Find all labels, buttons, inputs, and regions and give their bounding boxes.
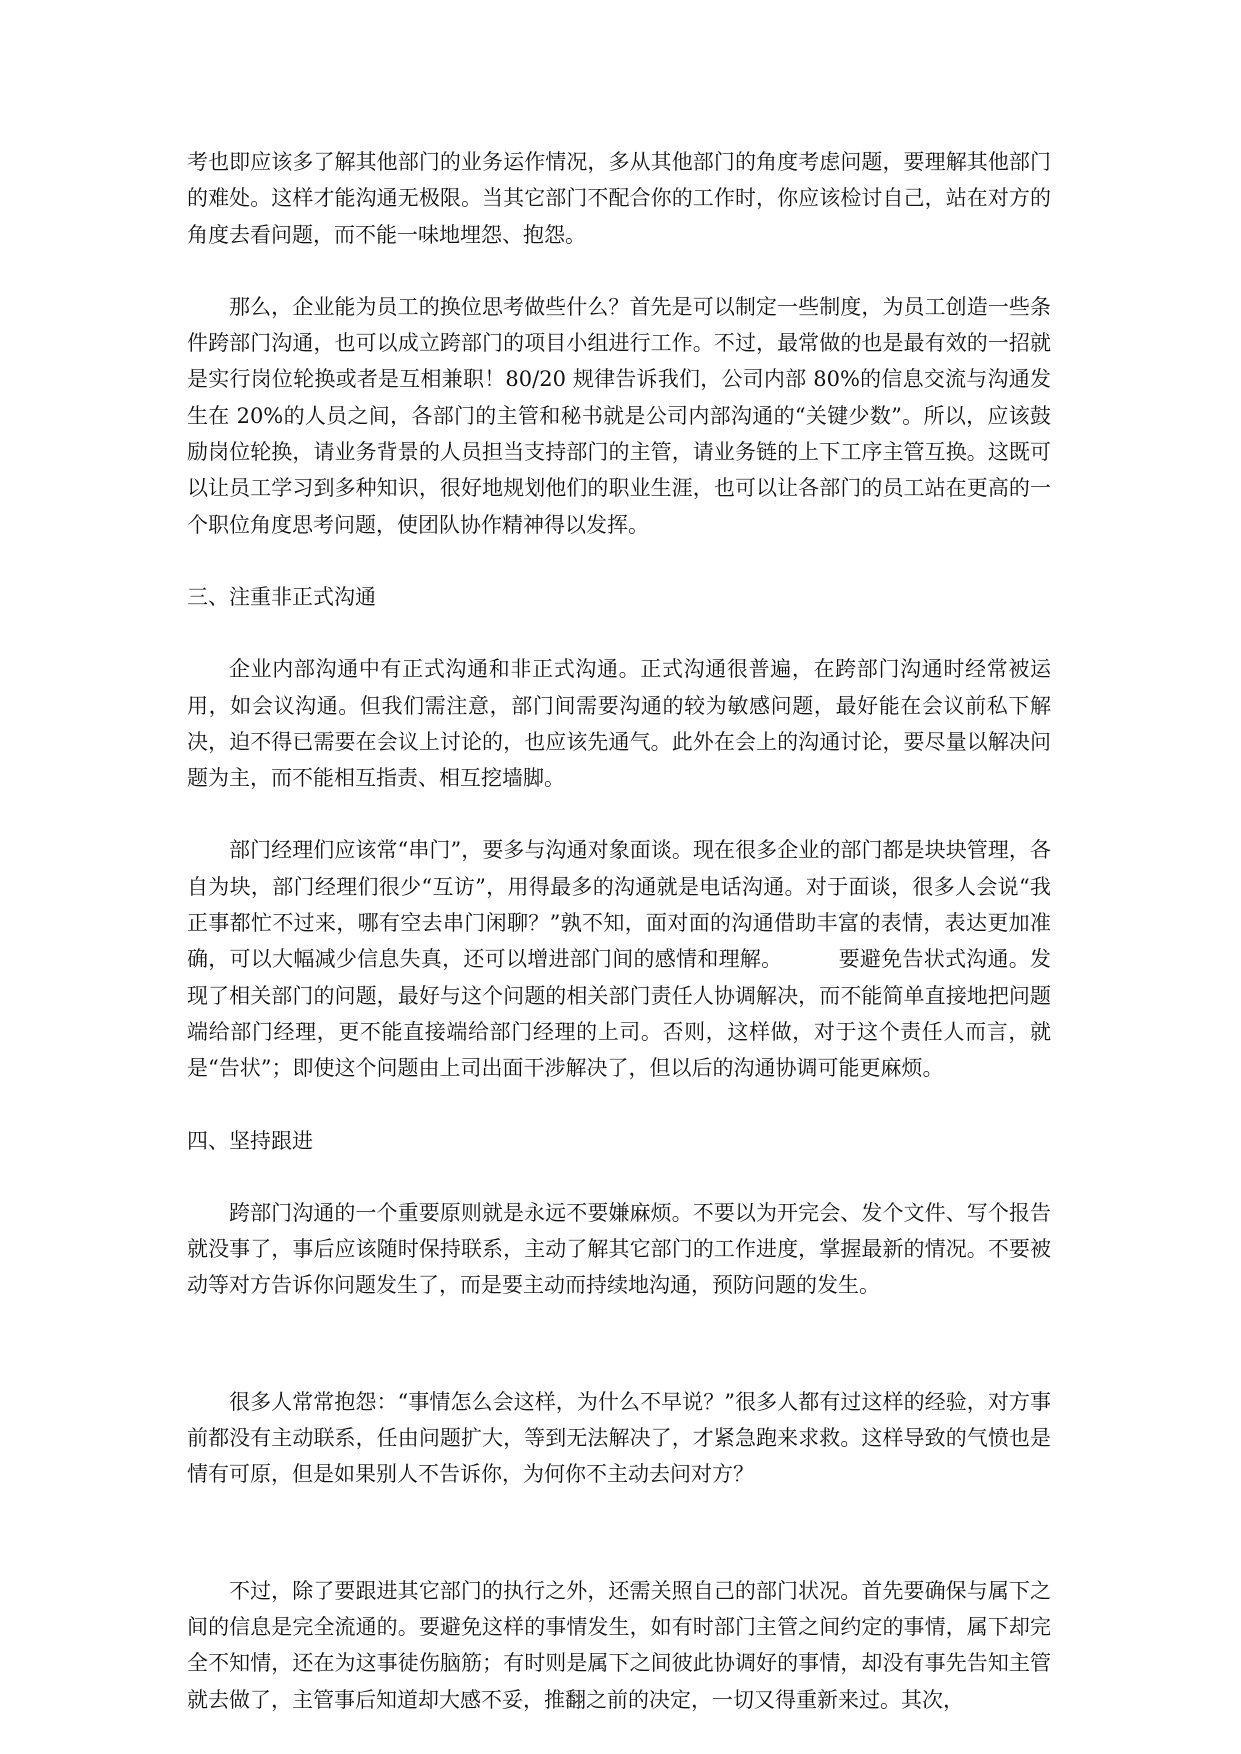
paragraph-own-department: 不过，除了要跟进其它部门的执行之外，还需关照自己的部门状况。首先要确保与属下之间的信息是完全流通的。要避免这样的事情发生，如有时部门主管之间约定的事情，属下却完全不知情，还在为这事徒伤脑筋；有时则是属下之间彼此协调好的事情，却没有事先告知主管就去做了，主管事后知道却大感不妥，推翻之前的决定，一切又得重新来过。其次， [187,1578,1051,1712]
section-heading-informal-communication: 三、注重非正式沟通 [187,584,376,609]
document-page [187,144,1051,1718]
paragraph-gap [187,1087,1051,1123]
paragraph-perspective: 考也即应该多了解其他部门的业务运作情况，多从其他部门的角度考虑问题，要理解其他部门的难处。这样才能沟通无极限。当其它部门不配合你的工作时，你应该检讨自己，站在对方的角度去看问题，而不能一味地埋怨、抱怨。 [187,150,1051,247]
paragraph-avoid-complaint-text: 要避免告状式沟通。发现了相关部门的问题，最好与这个问题的相关部门责任人协调解决，而不能简单直接地把问题端给部门经理，更不能直接端给部门经理的上司。否则，这样做，对于这个责任人而言，就是“告状”；即使这个问题由上司出面干涉解决了，但以后的沟通协调可能更麻烦。 [187,947,1052,1081]
paragraph-complaints: 很多人常常抱怨：“事情怎么会这样，为什么不早说？”很多人都有过这样的经验，对方事前都没有主动联系，任由问题扩大，等到无法解决了，才紧急跑来求救。这样导致的气愤也是情有可原，但是如果别人不告诉你，为何你不主动去问对方？ [187,1389,1051,1487]
paragraph-gap [187,1304,1051,1384]
paragraph-never-trouble: 跨部门沟通的一个重要原则就是永远不要嫌麻烦。不要以为开完会、发个文件、写个报告就没事了，事后应该随时保持联系，主动了解其它部门的工作进度，掌握最新的情况。不要被动等对方告诉你问题发生了，而是要主动而持续地沟通，预防问题的发生。 [187,1200,1051,1298]
paragraph-job-rotation: 那么，企业能为员工的换位思考做些什么？首先是可以制定一些制度，为员工创造一些条件跨部门沟通，也可以成立跨部门的项目小组进行工作。不过，最常做的也是最有效的一招就是实行岗位轮换或者是互相兼职！80/20 规律告诉我们，公司内部 80%的信息交流与沟通发生在 20%的人员之间，各部门的主管和秘书就是公司内部沟通的“关键少数”。所以，应该鼓励岗位轮换，请业务背景的人员担当支持部门的主管，请业务链的上下工序主管互换。这既可以让员工学习到多种知识，很好地规划他们的职业生涯，也可以让各部门的员工站在更高的一个职位角度思考问题，使团队协作精神得以发挥。 [187,294,1051,537]
paragraph-face-to-face [187,832,1051,1086]
paragraph-face-to-face-text: 部门经理们应该常“串门”，要多与沟通对象面谈。现在很多企业的部门都是块块管理，各自为块，部门经理们很少“互访”，用得最多的沟通就是电话沟通。对于面谈，很多人会说“我正事都忙不过来，哪有空去串门闲聊？”孰不知，面对面的沟通借助丰富的表情，表达更加准确，可以大幅减少信息失真，还可以增进部门间的感情和理解。 [187,838,1051,972]
paragraph-gap [187,796,1051,832]
paragraph-gap [187,1159,1051,1195]
paragraph-gap [187,1493,1051,1573]
paragraph-gap [187,615,1051,651]
paragraph-gap [187,543,1051,579]
paragraph-gap [187,253,1051,289]
section-heading-follow-up: 四、坚持跟进 [187,1128,313,1153]
paragraph-formal-informal: 企业内部沟通中有正式沟通和非正式沟通。正式沟通很普遍，在跨部门沟通时经常被运用，如会议沟通。但我们需注意，部门间需要沟通的较为敏感问题，最好能在会议前私下解决，迫不得已需要在会议上讨论的，也应该先通气。此外在会上的沟通讨论，要尽量以解决问题为主，而不能相互指责、相互挖墙脚。 [187,657,1051,791]
